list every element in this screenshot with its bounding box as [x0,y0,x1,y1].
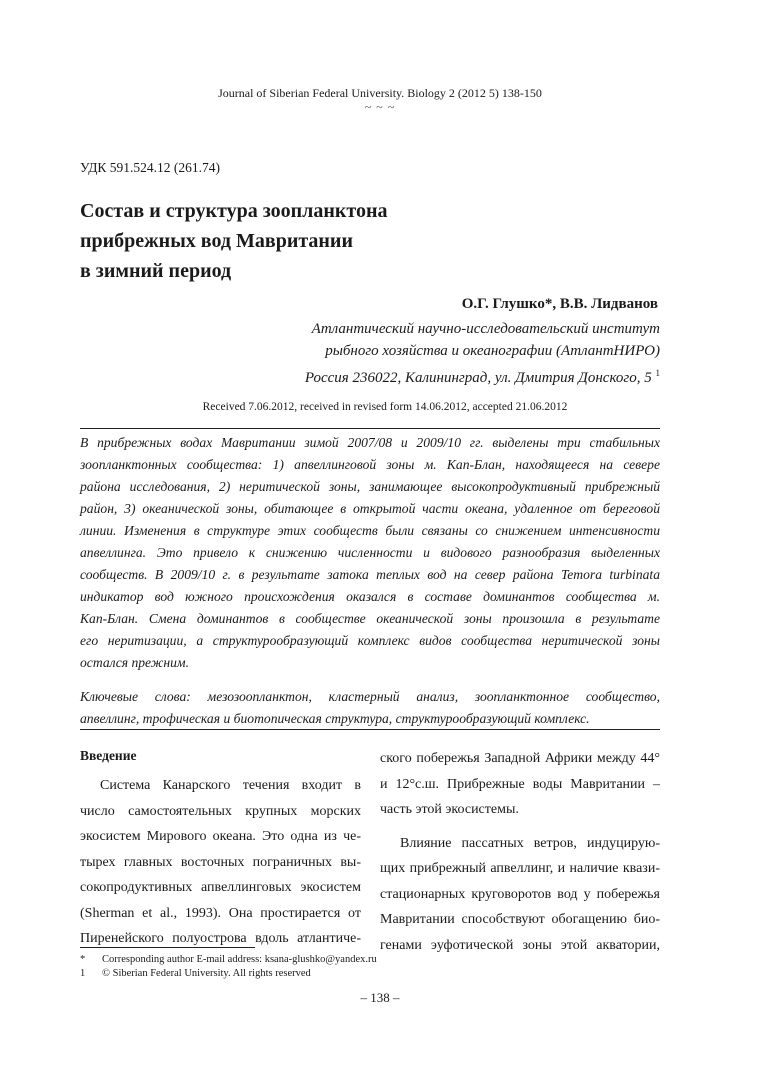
footnote [80,953,377,967]
left-column [80,746,361,952]
keywords [80,686,660,730]
section-heading: Введение [80,748,137,763]
page-number: – 138 – [360,990,400,1005]
abstract-line: остался прежним. [80,655,190,670]
footnote-mark: * [80,954,86,965]
abstract-line: зоопланктонных сообщества: 1) апвеллинговой зоны м. Кап-Блан, находящееся на севере [80,457,660,472]
abstract [80,432,660,674]
affiliation-line: Россия 236022, Калининград, ул. Дмитрия Донского, 5 [304,370,652,386]
abstract-line: линии. Изменения в структуре этих сообществ были связаны со снижением интенсивности [80,523,660,538]
footnote-mark: 1 [80,968,86,979]
abstract-line: района исследования, 2) неритической зоны, занимающее высокопродуктивный прибрежный [80,479,660,494]
body-line: сокопродуктивных апвеллинговых экосистем [80,880,361,895]
received-dates: Received 7.06.2012, received in revised form 14.06.2012, accepted 21.06.2012 [202,401,568,413]
paper-title [80,196,388,286]
journal-header: Journal of Siberian Federal University. Biology 2 (2012 5) 138-150 [218,86,542,100]
body-line: Мавритании способствуют обогащению био- [380,912,660,927]
footnote-text: © Siberian Federal University. All rights reserved [102,968,311,979]
abstract-line: В прибрежных водах Мавритании зимой 2007/08 и 2009/10 гг. выделены три стабильных [80,435,660,450]
body-line: Влияние пассатных ветров, индуцирую- [400,835,660,851]
title-line: в зимний период [80,260,232,282]
authors: О.Г. Глушко*, В.В. Лидванов [461,296,658,312]
body-line: (Sherman et al., 1993). Она простирается от [80,905,361,921]
footnotes [80,953,377,981]
keywords-line: Ключевые слова: мезозоопланктон, кластерный анализ, зоопланктонное сообщество, [80,689,660,704]
udk-code: УДК 591.524.12 (261.74) [80,160,221,175]
body-line: стационарных круговоротов вод у побережья [380,886,660,902]
abstract-line: индикатор вод южного происхождения оказался в составе доминантов сообщества м. [80,589,660,604]
body-line: и 12°с.ш. Прибрежные воды Мавритании – [380,776,660,792]
keywords-line: апвеллинг, трофическая и биотопическая структура, структурообразующий комплекс. [80,711,590,726]
body-line: число самостоятельных крупных морских [80,803,361,819]
body-line: генами эуфотической зоны этой акватории, [380,937,660,953]
abstract-line: апвеллинга. Это привело к снижению численности и видового разнообразия выделенных [80,545,660,560]
affiliation-address [305,362,660,389]
affiliation-line: рыбного хозяйства и океанографии (АтлантНИРО) [325,343,660,359]
right-column [380,746,660,958]
title-line: Состав и структура зоопланктона [80,200,388,222]
title-line: прибрежных вод Мавритании [80,230,353,252]
abstract-line: сообществ. В 2009/10 г. в результате затока теплых вод на север района Temora turbinata [80,567,660,582]
abstract-bottom-rule [80,729,660,730]
body-line: экосистем Мирового океана. Это одна из че- [80,829,361,844]
header-separator: ~ ~ ~ [364,100,396,114]
body-line: ского побережья Западной Африки между 44° [380,751,660,766]
footnote [80,967,377,981]
footnote-rule [80,947,255,948]
body-line: тырех главных восточных пограничных вы- [80,854,361,870]
footnote-text: Corresponding author E-mail address: ksana-glushko@yandex.ru [102,954,377,965]
body-line: Пиренейского полуострова вдоль атлантиче- [80,931,361,946]
affiliation-footnote-mark: 1 [655,368,660,378]
abstract-line: его неритизации, а структурообразующий комплекс видов сообщества неритической зоны [80,633,660,648]
affiliation-line: Атлантический научно-исследовательский институт [311,321,660,337]
body-line: Система Канарского течения входит в [100,778,361,793]
abstract-line: Кап-Блан. Смена доминантов в сообществе океанической зоны произошла в результате [80,611,660,626]
abstract-top-rule [80,428,660,429]
abstract-line: район, 3) океанической зоны, обитающее в открытой части океана, удаленное от береговой [80,501,660,516]
affiliation [305,318,660,389]
body-line: щих прибрежный апвеллинг, и наличие квази- [380,861,660,876]
body-line: часть этой экосистемы. [380,802,519,817]
